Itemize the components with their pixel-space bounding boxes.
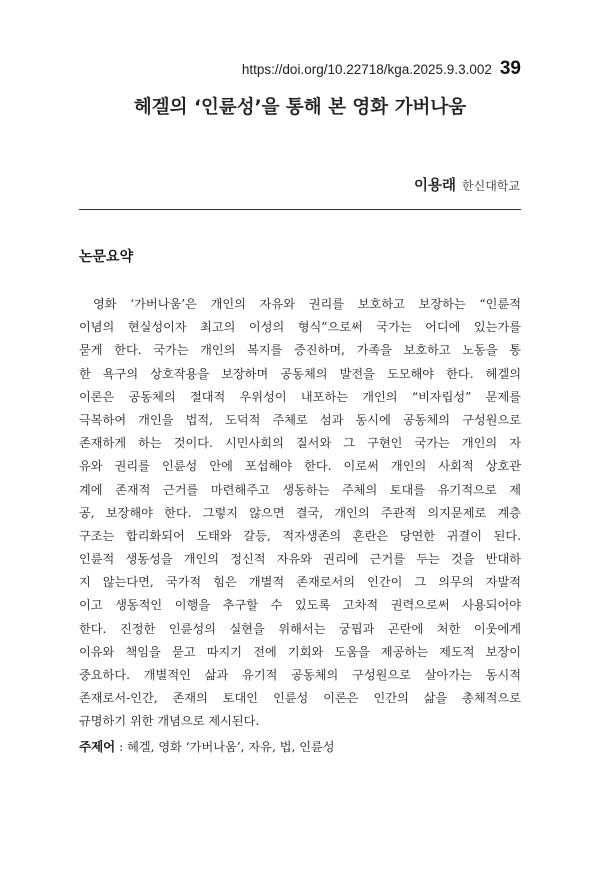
abstract-line: 극복하여 개인을 법적, 도덕적 주체로 섬과 동시에 공동체의 구성원으로 <box>79 412 521 427</box>
keywords <box>79 737 521 755</box>
author-affiliation: 한신대학교 <box>462 179 520 193</box>
abstract-line: 묻게 한다. 국가는 개인의 복지를 증진하며, 가족을 보호하고 노동을 통 <box>79 343 521 358</box>
abstract-line: 계에 존재적 근거를 마련해주고 생동하는 주체의 토대를 유기적으로 제 <box>79 482 521 497</box>
abstract-line: 이유와 책임을 묻고 따지기 전에 기회와 도움을 제공하는 제도적 보장이 <box>79 644 521 659</box>
abstract-line: 이론은 공동체의 절대적 우위성이 내포하는 개인의 “비자립성” 문제를 <box>79 389 521 404</box>
doi-link[interactable]: https://doi.org/10.22718/kga.2025.9.3.002 <box>241 62 492 77</box>
abstract-line: 이념의 현실성이자 최고의 이성의 형식”으로써 국가는 어디에 있는가를 <box>79 320 521 335</box>
abstract-line: 규명하기 위한 개념으로 제시된다. <box>79 714 260 729</box>
page-number: 39 <box>499 58 521 79</box>
keywords-text: 헤겔, 영화 ‘가버나움’, 자유, 법, 인륜성 <box>127 740 335 754</box>
abstract-line: 영화 ‘가버나움’은 개인의 자유와 권리를 보호하고 보장하는 “인륜적 <box>93 297 521 311</box>
abstract-line: 존재로서-인간, 존재의 토대인 인륜성 이론은 인간의 삶을 총체적으로 <box>79 691 521 706</box>
abstract-line: 구조는 합리화되어 도태와 갈등, 적자생존의 혼란은 당연한 귀결이 된다. <box>79 528 521 543</box>
abstract-line: 한다. 진정한 인륜성의 실현을 위해서는 궁핍과 곤란에 처한 이웃에게 <box>79 621 521 636</box>
author-block <box>414 174 520 195</box>
header-divider <box>79 209 521 210</box>
abstract-line: 존재하게 하는 것이다. 시민사회의 질서와 그 구현인 국가는 개인의 자 <box>79 436 521 451</box>
abstract-line: 중요하다. 개별적인 삶과 유기적 공동체의 구성원으로 살아가는 동시적 <box>79 668 521 682</box>
abstract-line: 지 않는다면, 국가적 힘은 개별적 존재로서의 인간이 그 의무의 자발적 <box>79 575 521 590</box>
author-name: 이용래 <box>414 178 457 194</box>
abstract-heading: 논문요약 <box>79 249 134 265</box>
abstract-line: 한 욕구의 상호작용을 보장하며 공동체의 발전을 도모해야 한다. 헤겔의 <box>79 366 521 381</box>
paper-title: 헤겔의 ‘인륜성’을 통해 본 영화 가버나움 <box>133 97 467 118</box>
running-header <box>242 58 521 80</box>
keywords-label: 주제어 <box>79 739 116 754</box>
abstract-line: 공, 보장해야 한다. 그렇지 않으면 결국, 개인의 주관적 의지문제로 계층 <box>79 505 521 520</box>
abstract-line: 유와 권리를 인륜성 안에 포섭해야 한다. 이로써 개인의 사회적 상호관 <box>79 459 521 474</box>
abstract-body <box>79 293 521 734</box>
keywords-separator: : <box>115 740 128 754</box>
abstract-line: 인륜적 생동성을 개인의 정신적 자유와 권리에 근거를 두는 것을 반대하 <box>79 552 521 567</box>
abstract-line: 이고 생동적인 이행을 추구할 수 있도록 고차적 권력으로써 사용되어야 <box>79 598 521 613</box>
